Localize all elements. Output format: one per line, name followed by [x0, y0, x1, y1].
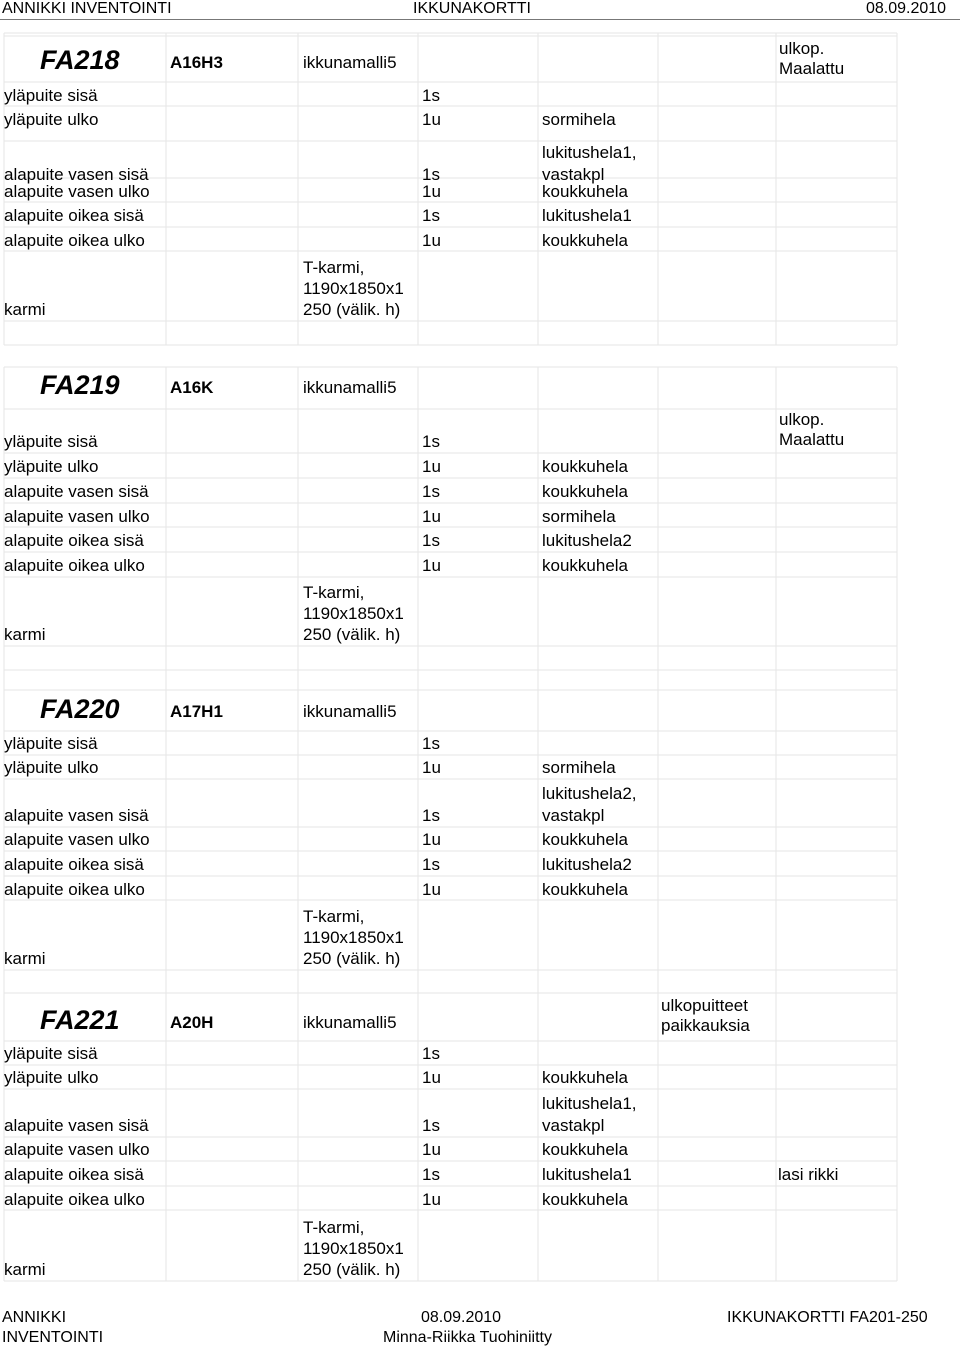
- row-label: alapuite vasen ulko: [4, 1140, 150, 1159]
- row-label: alapuite vasen sisä: [4, 165, 149, 184]
- row-label: yläpuite ulko: [4, 110, 99, 129]
- window-model: ikkunamalli5: [303, 53, 397, 72]
- karmi-spec: 1190x1850x1: [303, 1239, 404, 1258]
- window-model: ikkunamalli5: [303, 702, 397, 721]
- karmi-spec: 1190x1850x1: [303, 279, 404, 298]
- row-part: lukitushela2,: [542, 784, 637, 803]
- row-part: koukkuhela: [542, 182, 629, 201]
- window-code: A16K: [170, 378, 214, 397]
- condition-note: paikkauksia: [661, 1016, 750, 1035]
- condition-note: ulkop.: [779, 39, 825, 58]
- condition-note: Maalattu: [779, 59, 845, 78]
- karmi-label: karmi: [4, 1260, 46, 1279]
- row-part: lukitushela1: [542, 206, 632, 225]
- row-label: alapuite vasen sisä: [4, 806, 149, 825]
- row-side: 1s: [422, 531, 440, 550]
- row-side: 1u: [422, 110, 441, 129]
- row-part: vastakpl: [542, 806, 605, 825]
- row-extra-note: lasi rikki: [778, 1165, 839, 1184]
- row-part: lukitushela1,: [542, 143, 637, 162]
- row-label: yläpuite sisä: [4, 432, 98, 451]
- row-part: sormihela: [542, 758, 616, 777]
- row-side: 1s: [422, 165, 440, 184]
- row-label: yläpuite sisä: [4, 1044, 98, 1063]
- row-label: alapuite vasen ulko: [4, 830, 150, 849]
- row-part: koukkuhela: [542, 556, 629, 575]
- karmi-label: karmi: [4, 949, 46, 968]
- row-label: yläpuite ulko: [4, 1068, 99, 1087]
- header-center: IKKUNAKORTTI: [413, 0, 531, 17]
- row-label: alapuite oikea sisä: [4, 531, 144, 550]
- condition-note: ulkopuitteet: [661, 996, 748, 1015]
- row-label: alapuite vasen sisä: [4, 482, 149, 501]
- window-model: ikkunamalli5: [303, 378, 397, 397]
- row-side: 1u: [422, 231, 441, 250]
- row-side: 1s: [422, 86, 440, 105]
- row-label: yläpuite sisä: [4, 734, 98, 753]
- row-side: 1u: [422, 1068, 441, 1087]
- row-part: koukkuhela: [542, 880, 629, 899]
- row-part: lukitushela2: [542, 531, 632, 550]
- row-side: 1s: [422, 1165, 440, 1184]
- row-part: koukkuhela: [542, 1140, 629, 1159]
- karmi-spec: 250 (välik. h): [303, 1260, 401, 1279]
- row-side: 1s: [422, 206, 440, 225]
- row-label: alapuite oikea sisä: [4, 1165, 144, 1184]
- karmi-spec: 1190x1850x1: [303, 928, 404, 947]
- karmi-label: karmi: [4, 300, 46, 319]
- footer-left-2: INVENTOINTI: [2, 1329, 104, 1346]
- section-title: FA218: [40, 45, 120, 75]
- row-side: 1u: [422, 1190, 441, 1209]
- row-label: alapuite oikea ulko: [4, 556, 145, 575]
- row-side: 1u: [422, 830, 441, 849]
- row-part: lukitushela1: [542, 1165, 632, 1184]
- row-part: vastakpl: [542, 1116, 605, 1135]
- karmi-spec: 250 (välik. h): [303, 625, 401, 644]
- row-label: alapuite vasen sisä: [4, 1116, 149, 1135]
- row-label: alapuite oikea sisä: [4, 855, 144, 874]
- row-side: 1u: [422, 758, 441, 777]
- karmi-spec: T-karmi,: [303, 583, 365, 602]
- row-part: koukkuhela: [542, 482, 629, 501]
- row-part: lukitushela2: [542, 855, 632, 874]
- header-date: 08.09.2010: [866, 0, 947, 17]
- section-title: FA220: [40, 694, 120, 724]
- row-part: sormihela: [542, 110, 616, 129]
- condition-note: ulkop.: [779, 410, 825, 429]
- section-title: FA221: [40, 1005, 120, 1035]
- karmi-spec: T-karmi,: [303, 1218, 365, 1237]
- row-side: 1s: [422, 1044, 440, 1063]
- row-label: yläpuite ulko: [4, 457, 99, 476]
- row-side: 1u: [422, 880, 441, 899]
- row-label: alapuite oikea ulko: [4, 880, 145, 899]
- row-side: 1u: [422, 182, 441, 201]
- row-part: koukkuhela: [542, 1068, 629, 1087]
- row-side: 1u: [422, 556, 441, 575]
- row-label: alapuite oikea ulko: [4, 231, 145, 250]
- row-part: sormihela: [542, 507, 616, 526]
- footer-left-1: ANNIKKI: [2, 1309, 67, 1326]
- page-header: [0, 0, 960, 20]
- header-left: ANNIKKI INVENTOINTI: [2, 0, 172, 17]
- footer-date: 08.09.2010: [421, 1309, 502, 1326]
- row-side: 1s: [422, 806, 440, 825]
- karmi-label: karmi: [4, 625, 46, 644]
- row-label: yläpuite ulko: [4, 758, 99, 777]
- row-side: 1u: [422, 457, 441, 476]
- karmi-spec: T-karmi,: [303, 907, 365, 926]
- row-side: 1u: [422, 507, 441, 526]
- row-side: 1s: [422, 1116, 440, 1135]
- row-part: lukitushela1,: [542, 1094, 637, 1113]
- row-label: alapuite vasen ulko: [4, 182, 150, 201]
- footer-right: IKKUNAKORTTI FA201-250: [727, 1309, 928, 1326]
- header-divider: [0, 19, 960, 20]
- row-label: alapuite oikea ulko: [4, 1190, 145, 1209]
- karmi-spec: 1190x1850x1: [303, 604, 404, 623]
- row-side: 1s: [422, 855, 440, 874]
- row-side: 1s: [422, 432, 440, 451]
- karmi-spec: 250 (välik. h): [303, 949, 401, 968]
- row-part: koukkuhela: [542, 830, 629, 849]
- karmi-spec: 250 (välik. h): [303, 300, 401, 319]
- row-part: koukkuhela: [542, 1190, 629, 1209]
- condition-note: Maalattu: [779, 430, 845, 449]
- row-label: alapuite vasen ulko: [4, 507, 150, 526]
- window-code: A16H3: [170, 53, 223, 72]
- window-code: A17H1: [170, 702, 223, 721]
- row-side: 1s: [422, 482, 440, 501]
- karmi-spec: T-karmi,: [303, 258, 365, 277]
- row-part: vastakpl: [542, 165, 605, 184]
- row-side: 1s: [422, 734, 440, 753]
- row-label: alapuite oikea sisä: [4, 206, 144, 225]
- window-code: A20H: [170, 1013, 214, 1032]
- footer-author: Minna-Riikka Tuohiniitty: [383, 1329, 552, 1346]
- row-part: koukkuhela: [542, 457, 629, 476]
- row-part: koukkuhela: [542, 231, 629, 250]
- row-side: 1u: [422, 1140, 441, 1159]
- row-label: yläpuite sisä: [4, 86, 98, 105]
- section-title: FA219: [40, 370, 120, 400]
- window-model: ikkunamalli5: [303, 1013, 397, 1032]
